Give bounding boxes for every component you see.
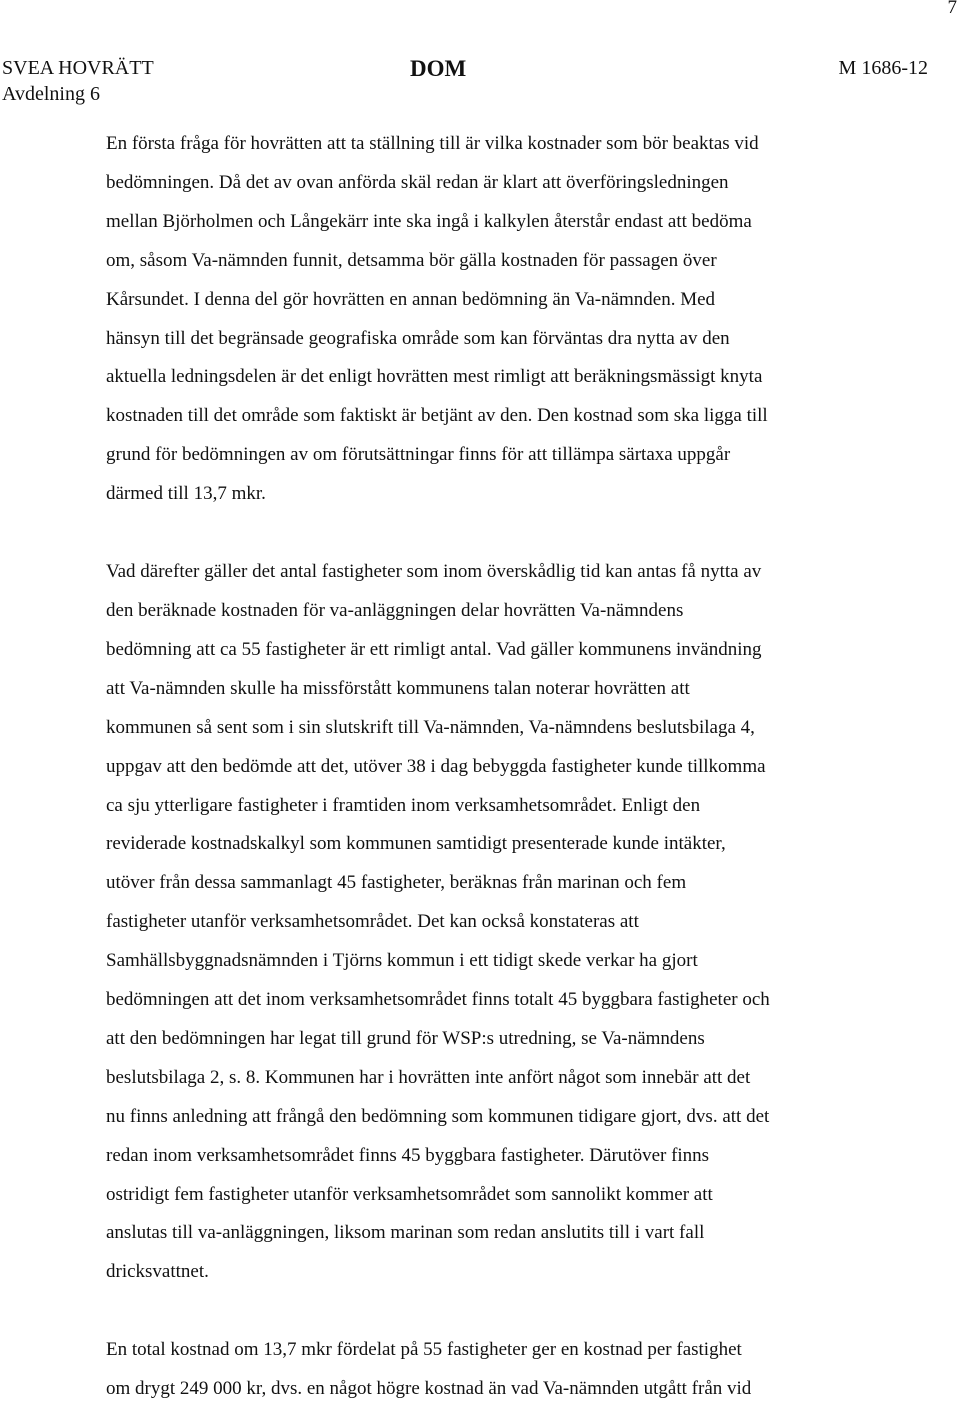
text-line: En total kostnad om 13,7 mkr fördelat på 55 fastigheter ger en kostnad per fastighet [106,1339,742,1361]
text-line: nu finns anledning att frångå den bedömning som kommunen tidigare gjort, dvs. att det [106,1105,770,1127]
text-line: anslutas till va-anläggningen, liksom marinan som redan anslutits till i vart fall [106,1222,705,1244]
text-line: att Va-nämnden skulle ha missförstått kommunens talan noterar hovrätten att [106,677,690,699]
text-line: uppgav att den bedömde att det, utöver 38 i dag bebyggda fastigheter kunde tillkomma [106,755,766,777]
text-line: ostridigt fem fastigheter utanför verksamhetsområdet som sannolikt kommer att [106,1183,713,1205]
text-line: beslutsbilaga 2, s. 8. Kommunen har i hovrätten inte anfört något som innebär att det [106,1066,751,1088]
text-line: om, såsom Va-nämnden funnit, detsamma bör gälla kostnaden för passagen över [106,249,717,271]
text-line: den beräknade kostnaden för va-anläggningen delar hovrätten Va-nämndens [106,599,684,621]
text-line: aktuella ledningsdelen är det enligt hovrätten mest rimligt att beräkningsmässigt knyta [106,366,763,388]
text-line: om drygt 249 000 kr, dvs. en något högre kostnad än vad Va-nämnden utgått från vid [106,1378,752,1400]
page-number: 7 [947,0,957,18]
text-line: hänsyn till det begränsade geografiska område som kan förväntas dra nytta av den [106,327,730,349]
text-line: fastigheter utanför verksamhetsområdet. Det kan också konstateras att [106,911,639,933]
text-line: En första fråga för hovrätten att ta ställning till är vilka kostnader som bör beaktas vid [106,133,759,154]
text-line: bedömningen. Då det av ovan anförda skäl redan är klart att överföringsledningen [106,171,729,193]
text-line: därmed till 13,7 mkr. [106,483,266,505]
text-line: Kårsundet. I denna del gör hovrätten en annan bedömning än Va-nämnden. Med [106,288,716,310]
text-line: mellan Björholmen och Långekärr inte ska ingå i kalkylen återstår endast att bedöma [106,210,752,232]
document-header [2,56,928,108]
paragraph-property-count [106,553,906,1292]
text-line: utöver från dessa sammanlagt 45 fastigheter, beräknas från marinan och fem [106,872,687,894]
text-line: att den bedömningen har legat till grund för WSP:s utredning, se Va-nämndens [106,1027,705,1049]
court-name: SVEA HOVRÄTT [2,57,154,79]
paragraph-cost-assessment [106,125,906,514]
text-line: Samhällsbyggnadsnämnden i Tjörns kommun i ett tidigt skede verkar ha gjort [106,950,698,972]
text-line: bedömning att ca 55 fastigheter är ett rimligt antal. Vad gäller kommunens invändning [106,638,762,660]
case-number: M 1686-12 [838,57,928,79]
text-line: redan inom verksamhetsområdet finns 45 byggbara fastigheter. Därutöver finns [106,1144,710,1166]
text-line: kostnaden till det område som faktiskt är betjänt av den. Den kostnad som ska ligga till [106,405,768,427]
court-division: Avdelning 6 [2,83,100,105]
text-line: dricksvattnet. [106,1261,209,1283]
text-line: reviderade kostnadskalkyl som kommunen samtidigt presenterade kunde intäkter, [106,833,726,855]
text-line: bedömningen att det inom verksamhetsområdet finns totalt 45 byggbara fastigheter och [106,989,770,1011]
text-line: grund för bedömningen av om förutsättningar finns för att tillämpa särtaxa uppgår [106,444,731,466]
text-line: ca sju ytterligare fastigheter i framtiden inom verksamhetsområdet. Enligt den [106,794,701,816]
text-line: kommunen så sent som i sin slutskrift till Va-nämnden, Va-nämndens beslutsbilaga 4, [106,716,755,738]
document-type: DOM [410,56,467,81]
document-body [106,125,906,1409]
text-line: Vad därefter gäller det antal fastigheter som inom överskådlig tid kan antas få nytta av [106,561,762,583]
paragraph-total-cost [106,1331,906,1409]
